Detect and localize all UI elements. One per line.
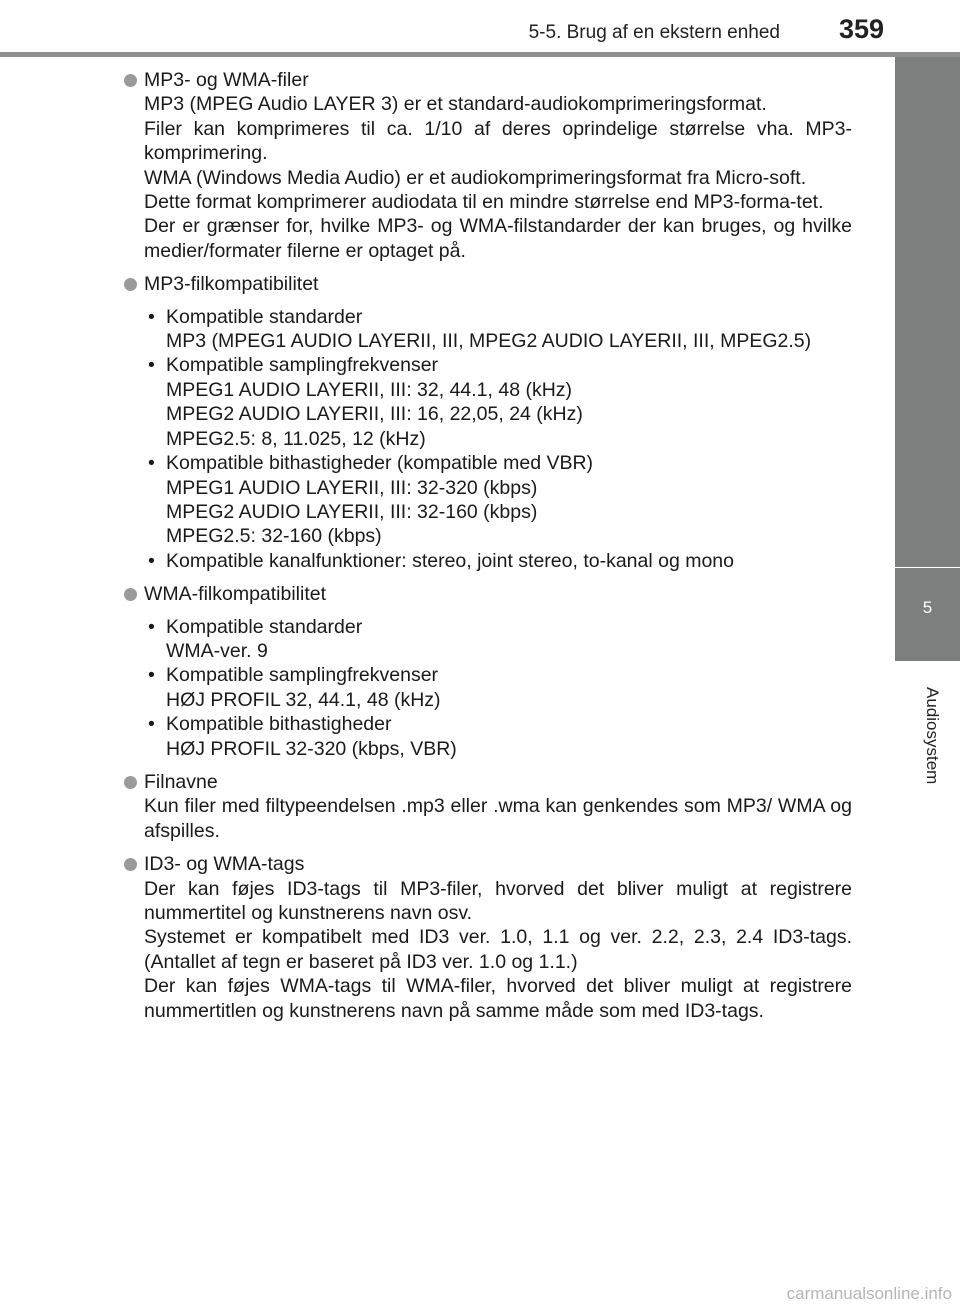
content-section xyxy=(124,852,852,1023)
section-paragraph: Dette format komprimerer audiodata til en mindre størrelse end MP3-forma-tet. xyxy=(144,191,824,214)
list-item-label: Kompatible samplingfrekvenser xyxy=(166,664,439,687)
chapter-title: Audiosystem xyxy=(923,687,942,785)
chapter-number: 5 xyxy=(922,598,933,617)
page-header xyxy=(0,0,960,58)
list-item-detail: HØJ PROFIL 32, 44.1, 48 (kHz) xyxy=(166,688,441,711)
list-item-detail: MPEG1 AUDIO LAYERII, III: 32, 44.1, 48 (kHz) xyxy=(166,378,573,401)
section-paragraph: WMA (Windows Media Audio) er et audiokomprimeringsformat fra Micro-soft. xyxy=(144,166,807,189)
list-item-detail: WMA-ver. 9 xyxy=(166,639,268,662)
section-bullet-icon xyxy=(124,588,137,601)
section-paragraph: Systemet er kompatibelt med ID3 ver. 1.0, 1.1 og ver. 2.2, 2.3, 2.4 ID3-tags. (Antallet af tegn er baseret på ID3 ver. 1.0 og 1.1.) xyxy=(144,926,852,973)
bullet-icon: • xyxy=(148,713,155,736)
page-content xyxy=(124,68,852,1032)
list-item-label: Kompatible standarder xyxy=(166,305,363,328)
content-section xyxy=(124,272,852,573)
list-item xyxy=(148,451,852,549)
header-section-title: 5-5. Brug af en ekstern enhed xyxy=(528,22,780,43)
chapter-number-tab xyxy=(895,568,960,661)
content-section xyxy=(124,770,852,843)
section-paragraph: Filer kan komprimeres til ca. 1/10 af deres oprindelige størrelse vha. MP3-komprimering. xyxy=(144,117,852,165)
section-paragraph: Der kan føjes ID3-tags til MP3-filer, hvorved det bliver muligt at registrere nummertitel og kunstnerens navn osv. xyxy=(144,877,852,924)
list-item xyxy=(148,663,852,712)
section-paragraph: Der kan føjes WMA-tags til WMA-filer, hvorved det bliver muligt at registrere nummertitlen og kunstnerens navn på samme måde som med ID3-tags. xyxy=(144,975,852,1022)
list-item-detail: MPEG1 AUDIO LAYERII, III: 32-320 (kbps) xyxy=(166,476,538,499)
bullet-icon: • xyxy=(148,452,155,475)
content-section xyxy=(124,582,852,761)
section-heading: WMA-filkompatibilitet xyxy=(144,583,327,606)
section-heading: MP3- og WMA-filer xyxy=(144,69,309,91)
bullet-icon: • xyxy=(148,615,155,638)
section-bullet-icon xyxy=(124,776,137,789)
watermark: carmanualsonline.info xyxy=(786,1284,952,1303)
page-number: 359 xyxy=(838,14,884,44)
list-item-detail: MPEG2 AUDIO LAYERII, III: 32-160 (kbps) xyxy=(166,500,538,523)
header-divider xyxy=(0,52,960,57)
bullet-icon: • xyxy=(148,354,155,377)
list-item-detail: HØJ PROFIL 32-320 (kbps, VBR) xyxy=(166,737,457,760)
section-paragraph: Kun filer med filtypeendelsen .mp3 eller .wma kan genkendes som MP3/ WMA og afspilles. xyxy=(144,795,852,842)
bullet-icon: • xyxy=(148,549,155,572)
list-item xyxy=(148,712,852,761)
section-bullet-icon xyxy=(124,74,137,87)
list-item-detail: MPEG2.5: 32-160 (kbps) xyxy=(166,525,382,548)
spec-list xyxy=(148,305,852,573)
bullet-icon: • xyxy=(148,664,155,687)
list-item-label: Kompatible standarder xyxy=(166,615,363,638)
list-item-detail: MP3 (MPEG1 AUDIO LAYERII, III, MPEG2 AUDIO LAYERII, III, MPEG2.5) xyxy=(166,330,812,353)
section-bullet-icon xyxy=(124,278,137,291)
list-item xyxy=(148,615,852,664)
section-bullet-icon xyxy=(124,858,137,871)
content-section xyxy=(124,68,852,263)
list-item-label: Kompatible samplingfrekvenser xyxy=(166,354,439,377)
list-item xyxy=(148,549,852,573)
section-heading: ID3- og WMA-tags xyxy=(144,853,305,876)
list-item xyxy=(148,353,852,451)
section-paragraph: MP3 (MPEG Audio LAYER 3) er et standard-audiokomprimeringsformat. xyxy=(144,93,767,116)
section-heading: MP3-filkompatibilitet xyxy=(144,273,319,296)
list-item-detail: MPEG2 AUDIO LAYERII, III: 16, 22,05, 24 (kHz) xyxy=(166,403,583,426)
list-item-detail: MPEG2.5: 8, 11.025, 12 (kHz) xyxy=(166,427,426,450)
section-paragraph: Der er grænser for, hvilke MP3- og WMA-filstandarder der kan bruges, og hvilke medier/formater filerne er optaget på. xyxy=(144,215,852,262)
spec-list xyxy=(148,615,852,761)
list-item-label: Kompatible bithastigheder (kompatible med VBR) xyxy=(166,452,594,475)
bullet-icon: • xyxy=(148,305,155,328)
list-item-label: Kompatible bithastigheder xyxy=(166,713,392,736)
list-item-label: Kompatible kanalfunktioner: stereo, joint stereo, to-kanal og mono xyxy=(166,549,734,572)
chapter-tab-bar xyxy=(895,57,960,567)
section-heading: Filnavne xyxy=(144,770,218,793)
list-item xyxy=(148,305,852,354)
